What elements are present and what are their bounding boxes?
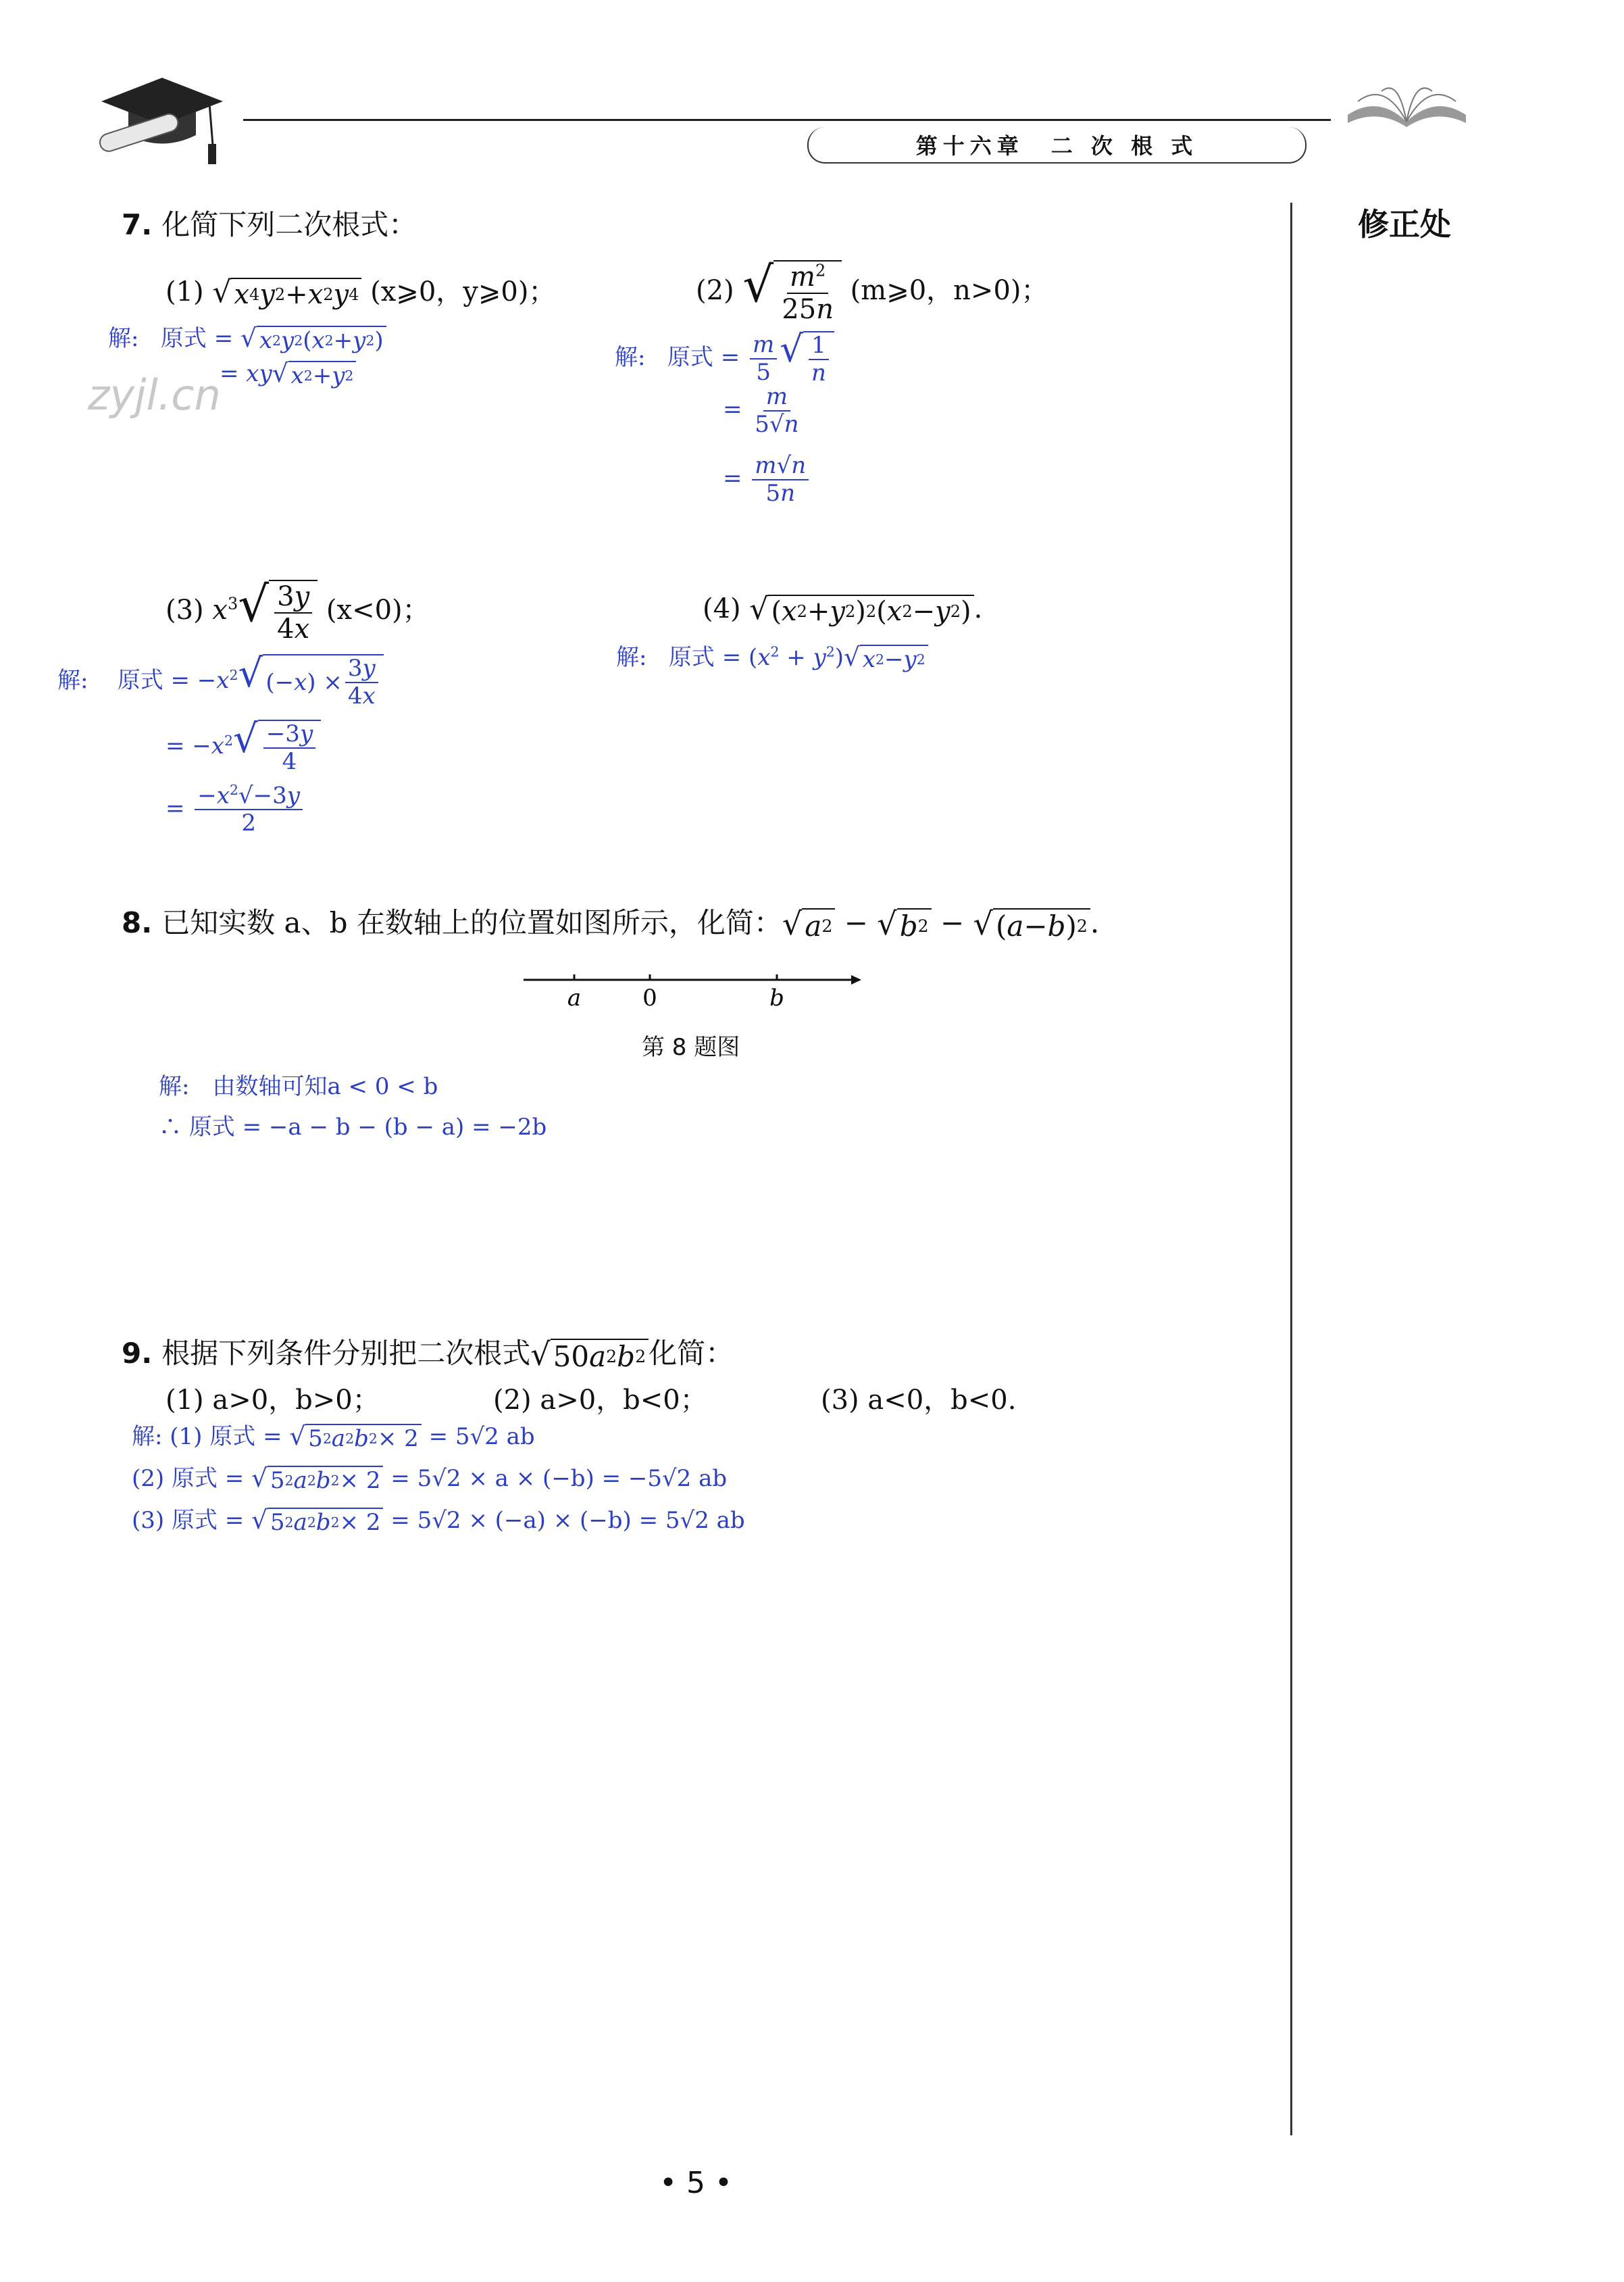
answer-7-3-line2: = $-x^2$ √ $\frac{-3y}{4}$ xyxy=(166,720,321,775)
answer-label: 解: (1) 原式 = xyxy=(132,1423,282,1450)
question-9-heading xyxy=(122,1331,734,1373)
chapter-title: 第十六章 二 次 根 式 xyxy=(807,127,1306,164)
answer-8-line2: ∴ 原式 = −a − b − (b − a) = −2b xyxy=(159,1114,547,1141)
radical-50a2b2: √ 50 a 2 b 2 xyxy=(530,1339,649,1373)
answer-7-1: 解: 原式 = √ x 2 y 2 ( x 2 + y 2 ) xyxy=(108,320,386,354)
answer-7-1-line2: = xy √ x 2 + y 2 xyxy=(220,360,356,389)
number-line-arrow xyxy=(851,975,861,985)
label-b: b xyxy=(769,985,784,1012)
condition-9-3: (3) a<0，b<0. xyxy=(821,1385,1017,1416)
answer-7-2-line3: = $\frac{m√n}{5n}$ xyxy=(723,453,811,507)
question-text-end: 化简： xyxy=(649,1337,734,1370)
question-number: 8. xyxy=(122,906,153,939)
problem-7-2 xyxy=(696,256,1048,325)
period: . xyxy=(973,593,983,624)
answer-8-line1: 解: 由数轴可知a < 0 < b xyxy=(159,1073,438,1100)
answer-7-3: 解: 原式 = $-x^2$ √ (− x ) × $\frac{3y}{4x}$ xyxy=(57,654,384,710)
problem-7-1 xyxy=(166,270,555,310)
radical-expression: √ $\frac{3y}{4x}$ xyxy=(238,580,318,645)
question-number: 7. xyxy=(122,208,153,241)
condition: (x⩾0，y⩾0)； xyxy=(370,276,556,307)
correction-column-label: 修正处 xyxy=(1358,206,1451,243)
watermark: zyjl.cn xyxy=(88,370,221,420)
part-label: (3) xyxy=(166,595,204,626)
radical-expression: √ $\frac{m^2}{25n}$ xyxy=(742,260,842,325)
radical-a2: √ a 2 xyxy=(782,908,836,943)
label-a: a xyxy=(567,985,582,1012)
answer-lhs: 原式 xyxy=(117,667,163,695)
answer-lhs: 原式 xyxy=(160,325,207,352)
question-text: 根据下列条件分别把二次根式 xyxy=(161,1337,531,1370)
answer-7-3-line3: = $\frac{-x^2√-3y}{2}$ xyxy=(166,783,305,837)
answer-9-3: (3) 原式 = √ 5 2 a 2 b 2 × 2 = 5√2 × (−a) × (−b) = 5√2 ab xyxy=(132,1505,745,1536)
answer-result: = 5√2 × a × (−b) = −5√2 ab xyxy=(390,1465,728,1492)
problem-7-3: (3) $x^3$ √ $\frac{3y}{4x}$ (x<0)； xyxy=(166,576,430,645)
radical-a-minus-b: √ ( a − b ) 2 xyxy=(973,908,1090,943)
margin-divider xyxy=(1290,203,1292,2135)
answer-7-4: 解: 原式 = $(x^2 + y^2)$ √ x 2 − y 2 xyxy=(616,639,928,673)
question-text: 化简下列二次根式： xyxy=(161,208,417,241)
part-label: (4) xyxy=(703,593,741,624)
answer-lhs: 原式 xyxy=(667,344,713,372)
radical-expression: √ x 4 y 2 + x 2 y 4 xyxy=(212,278,361,310)
answer-9-1: 解: (1) 原式 = √ 5 2 a 2 b 2 × 2 = 5√2 ab xyxy=(132,1421,535,1452)
answer-7-2-line2: = $\frac{m}{5√n}$ xyxy=(723,383,799,439)
answer-prefix: 解: xyxy=(57,667,88,695)
part-label: (2) xyxy=(696,275,734,306)
answer-prefix: 解: xyxy=(616,644,647,671)
radical-b2: √ b 2 xyxy=(877,908,931,943)
problem-7-4 xyxy=(703,593,982,627)
answer-9-2: (2) 原式 = √ 5 2 a 2 b 2 × 2 = 5√2 × a × (−b) = −5√2 ab xyxy=(132,1463,728,1494)
question-8-heading: 8. 已知实数 a、b 在数轴上的位置如图所示，化简： √ a 2 − √ b 2 − √ ( a − b ) 2 . xyxy=(122,905,1100,943)
answer-7-2: 解: 原式 = $\frac{m}{5}$ √ $\frac{1}{n}$ xyxy=(615,331,834,387)
part-label: (1) xyxy=(166,276,204,307)
page-number: • 5 • xyxy=(659,2166,732,2200)
label-0: 0 xyxy=(642,985,657,1012)
answer-result: = 5√2 × (−a) × (−b) = 5√2 ab xyxy=(390,1507,745,1534)
condition: (x<0)； xyxy=(326,595,430,626)
answer-prefix: 解: xyxy=(615,344,646,372)
question-text: 已知实数 a、b 在数轴上的位置如图所示，化简： xyxy=(161,906,782,939)
answer-prefix: 解: xyxy=(108,325,139,352)
figure-caption: 第 8 题图 xyxy=(642,1034,740,1061)
condition: (m⩾0，n>0)； xyxy=(850,275,1048,306)
header-rule xyxy=(243,119,1331,121)
radical-expression: √ ( x 2 + y 2 ) 2 ( x 2 − y 2 ) xyxy=(749,595,973,627)
graduation-cap-icon xyxy=(88,64,236,172)
question-number: 9. xyxy=(122,1337,153,1370)
answer-lhs: 原式 xyxy=(668,644,715,671)
question-7-heading xyxy=(122,203,417,243)
condition-9-2: (2) a>0，b<0； xyxy=(493,1385,707,1416)
answer-label: (2) 原式 = xyxy=(132,1465,245,1492)
answer-result: = 5√2 ab xyxy=(428,1423,535,1450)
open-book-icon xyxy=(1344,74,1469,128)
condition-9-1: (1) a>0，b>0； xyxy=(166,1385,380,1416)
number-line-figure xyxy=(520,960,865,1014)
answer-label: (3) 原式 = xyxy=(132,1507,245,1534)
